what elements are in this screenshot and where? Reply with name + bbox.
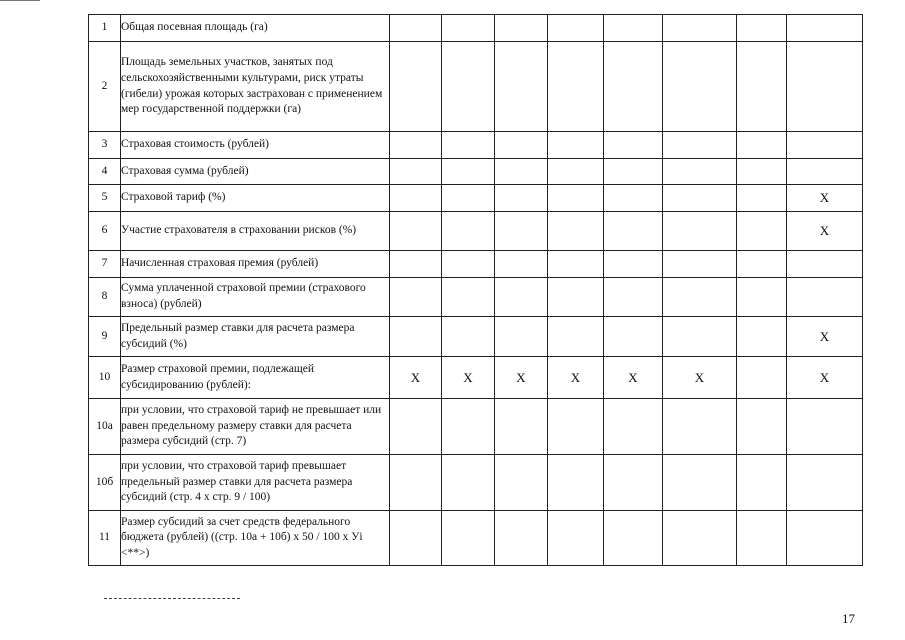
value-cell [787,159,863,185]
row-number: 11 [89,511,121,566]
value-cell [604,159,663,185]
row-number: 5 [89,185,121,212]
row-label: Площадь земельных участков, занятых под сельскохозяйственными культурами, риск утраты (гибели) урожая которых застрахован с применением мер государственной поддержки (га) [121,42,390,132]
value-cell [390,159,442,185]
table-row [89,159,863,185]
row-label: Предельный размер ставки для расчета размера субсидий (%) [121,317,390,357]
row-number: 1 [89,15,121,42]
table-row [89,455,863,511]
value-cell [495,185,548,212]
value-cell [737,317,787,357]
value-cell [548,42,604,132]
value-cell: X [787,317,863,357]
table-row [89,278,863,317]
value-cell [390,317,442,357]
row-label: Страховая сумма (рублей) [121,159,390,185]
value-cell [390,511,442,566]
value-cell [604,317,663,357]
row-number: 4 [89,159,121,185]
value-cell [442,15,495,42]
value-cell [390,132,442,159]
value-cell [604,15,663,42]
value-cell [604,185,663,212]
value-cell [737,212,787,251]
table-row [89,511,863,566]
row-label: Страховой тариф (%) [121,185,390,212]
value-cell [495,212,548,251]
value-cell [663,212,737,251]
value-cell [604,399,663,455]
value-cell [442,455,495,511]
row-label: Размер субсидий за счет средств федерального бюджета (рублей) ((стр. 10а + 10б) x 50 / 100 x Уi <**>) [121,511,390,566]
value-cell [548,455,604,511]
row-label: Сумма уплаченной страховой премии (страхового взноса) (рублей) [121,278,390,317]
row-number: 7 [89,251,121,278]
value-cell [390,399,442,455]
value-cell [737,251,787,278]
value-cell [548,251,604,278]
value-cell [548,15,604,42]
value-cell [442,185,495,212]
value-cell [663,132,737,159]
table-row [89,15,863,42]
value-cell [737,511,787,566]
table-row [89,317,863,357]
value-cell: X [604,357,663,399]
value-cell [663,511,737,566]
value-cell [663,15,737,42]
value-cell: X [787,212,863,251]
value-cell [442,278,495,317]
value-cell: X [390,357,442,399]
value-cell [737,357,787,399]
value-cell [495,42,548,132]
value-cell [442,42,495,132]
value-cell [737,278,787,317]
value-cell [604,251,663,278]
value-cell [604,42,663,132]
value-cell [495,132,548,159]
value-cell [737,455,787,511]
value-cell [548,511,604,566]
value-cell [442,317,495,357]
value-cell: X [787,357,863,399]
value-cell [548,317,604,357]
value-cell [548,132,604,159]
value-cell [604,455,663,511]
value-cell [442,132,495,159]
value-cell [442,212,495,251]
value-cell [663,42,737,132]
value-cell [604,511,663,566]
table-row [89,185,863,212]
row-label: при условии, что страховой тариф превышает предельный размер ставки для расчета размера субсидий (стр. 4 x стр. 9 / 100) [121,455,390,511]
value-cell [737,185,787,212]
row-label: Участие страхователя в страховании рисков (%) [121,212,390,251]
value-cell [604,132,663,159]
value-cell [390,212,442,251]
table-row [89,212,863,251]
value-cell [663,185,737,212]
value-cell: X [548,357,604,399]
row-label: Общая посевная площадь (га) [121,15,390,42]
value-cell [390,42,442,132]
value-cell [737,159,787,185]
footnote-separator [104,598,240,599]
row-number: 6 [89,212,121,251]
value-cell: X [442,357,495,399]
table-row [89,132,863,159]
value-cell [737,399,787,455]
value-cell [663,399,737,455]
value-cell [663,455,737,511]
value-cell [787,399,863,455]
value-cell [787,15,863,42]
value-cell [495,511,548,566]
value-cell [548,278,604,317]
row-number: 9 [89,317,121,357]
value-cell: X [495,357,548,399]
value-cell [548,185,604,212]
value-cell [604,212,663,251]
value-cell: X [787,185,863,212]
value-cell [390,251,442,278]
value-cell [548,212,604,251]
value-cell [495,317,548,357]
row-number: 10 [89,357,121,399]
value-cell [604,278,663,317]
value-cell [442,251,495,278]
value-cell [442,399,495,455]
value-cell [663,317,737,357]
table-row [89,357,863,399]
value-cell [442,159,495,185]
value-cell [495,278,548,317]
row-number: 8 [89,278,121,317]
row-number: 3 [89,132,121,159]
value-cell [737,42,787,132]
value-cell [495,251,548,278]
value-cell [495,399,548,455]
corner-mark [0,0,40,2]
value-cell [390,455,442,511]
row-label: Размер страховой премии, подлежащей субсидированию (рублей): [121,357,390,399]
value-cell [787,278,863,317]
value-cell [737,15,787,42]
table-row [89,251,863,278]
value-cell: X [663,357,737,399]
value-cell [787,42,863,132]
table-row [89,399,863,455]
value-cell [495,455,548,511]
page-number: 17 [842,611,855,626]
row-number: 10а [89,399,121,455]
value-cell [787,251,863,278]
value-cell [663,251,737,278]
table-body [89,15,863,566]
value-cell [495,15,548,42]
value-cell [390,278,442,317]
value-cell [390,15,442,42]
value-cell [737,132,787,159]
row-label: при условии, что страховой тариф не превышает или равен предельному размеру ставки для расчета размера субсидий (стр. 7) [121,399,390,455]
table-row [89,42,863,132]
subsidy-calculation-table [88,14,863,566]
value-cell [663,159,737,185]
row-label: Страховая стоимость (рублей) [121,132,390,159]
row-number: 10б [89,455,121,511]
value-cell [787,511,863,566]
row-number: 2 [89,42,121,132]
value-cell [787,455,863,511]
value-cell [390,185,442,212]
value-cell [442,511,495,566]
value-cell [548,159,604,185]
value-cell [548,399,604,455]
value-cell [663,278,737,317]
row-label: Начисленная страховая премия (рублей) [121,251,390,278]
value-cell [787,132,863,159]
value-cell [495,159,548,185]
